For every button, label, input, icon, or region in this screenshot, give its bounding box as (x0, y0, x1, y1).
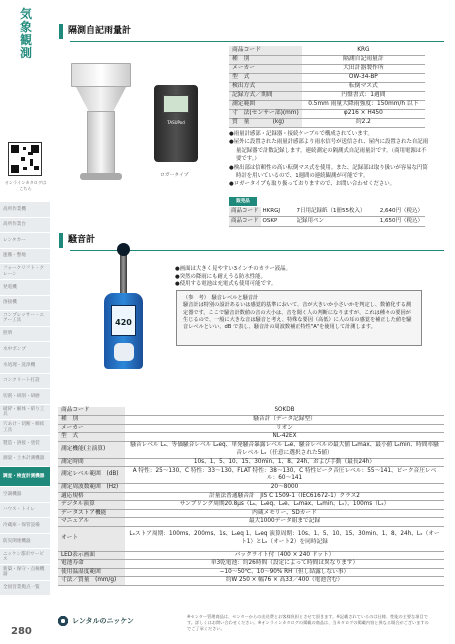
image-caption: ロガータイプ (160, 173, 189, 178)
nav-item[interactable]: 照明 (0, 327, 50, 343)
nav-item[interactable]: 高所作業台 (0, 218, 50, 234)
product-price: 2,640円（税込） (374, 207, 425, 217)
nav-item[interactable]: ハウス・トイレ (0, 503, 50, 519)
product-name: 記録用ペン (295, 217, 374, 227)
spec-value: φ216 × H450 (302, 109, 425, 118)
nav-item[interactable]: 水処理・洗浄機 (0, 358, 50, 374)
rain-gauge-spec-table (229, 46, 425, 128)
spec-label: 型 式 (58, 433, 125, 442)
spec-value: 単3乾電池：約26時間（設定によって時間は異なります） (125, 560, 444, 569)
spec-label: 型 式 (229, 73, 302, 82)
product-code-label: 商品コード (229, 207, 261, 217)
spec-value: バックライト付（400 × 240 ドット） (125, 551, 444, 560)
spec-value: 約2.2 (302, 118, 425, 127)
spec-value: SOKDB (125, 407, 444, 416)
bullet-text: ●ロガータイプも取り扱っておりますので、お問い合わせください。 (229, 181, 396, 188)
page-number: 280 (11, 626, 32, 637)
spec-value: 約W 250 × 幅76 × 高33／400（電池含む） (125, 577, 444, 586)
category-title: 気象観測 (19, 7, 32, 60)
spec-label: 電池寿命 (58, 560, 125, 569)
qr-code[interactable] (8, 142, 42, 176)
nav-item[interactable]: 穴あけ・切断・締結工具 (0, 420, 50, 436)
spec-label: 適応規格 (58, 492, 125, 501)
spec-label: デジタル演算 (58, 501, 125, 510)
nav-item-active[interactable]: 調査・検査計測機器 (0, 467, 50, 487)
section-title-rain-gauge: 隔測自記雨量計 (59, 24, 444, 39)
nav-item[interactable]: 水中ポンプ (0, 342, 50, 358)
spec-label: 測定レベル範囲 (dB) (58, 467, 125, 484)
spec-value: 20〜8000 (125, 484, 444, 493)
spec-value: OW-34-BP (302, 73, 425, 82)
nav-item[interactable]: コンプレッサー・エアー工具 (0, 311, 50, 327)
spec-label: 寸法／質量 (mm/g) (58, 577, 125, 586)
bullet-text: ●使用する電池は充電式も使用可能です。 (175, 281, 277, 288)
nav-item[interactable]: 製造・溶接・塗装 (0, 436, 50, 452)
nav-item[interactable]: 発電機 (0, 280, 50, 296)
spec-value: −10〜50℃、10〜90% RH（但し結露しない事） (125, 568, 444, 577)
nav-item[interactable]: ニッケン都市サービス (0, 549, 50, 565)
nav-item[interactable]: 溶接機 (0, 296, 50, 312)
sidebar (0, 0, 50, 644)
product-name: 7日用記録紙（1冊55枚入） (295, 207, 374, 217)
spec-value: 騒音レベル Lₐ、等価騒音レベル Lₐeq、単発騒音暴露レベル Lₐe、騒音レベルの最大値 Lₐmax、最小値 Lₐmin、時間率騒音レベル Lₓ（任意に選択された5値） (125, 441, 444, 458)
reference-text: 騒音計は特別の設計あるいは感覚的基準において、音が大きいか小さいかを判定し、数値化する測定器です。ここで騒音計数値の音の大小は、音を聞く人の判断になりますが、これは種々の要因が生じるので、一般に大きな音は騒音と考え、特殊な要因（高低）に人の耳の感覚を補正した値を騒音レベルといい、dB で表し、騒音計の周波数補正特性"A"を使用して計測します。 (183, 302, 412, 331)
nav-item[interactable]: 破砕・解体・斫り工具 (0, 405, 50, 421)
spec-label: 測定範囲 (229, 100, 302, 109)
spec-value: A 特性：25〜130、C 特性：33〜130、FLAT 特性：38〜130、C 特性ピーク音圧レベル：55〜141、ピーク音圧レベル：60〜141 (125, 467, 444, 484)
nav-item[interactable]: 高所作業機 (0, 202, 50, 218)
brand-icon (57, 615, 69, 627)
product-code: HKRGJ (261, 207, 295, 217)
spec-value: 10s、1、5、10、15、30min、1、8、24h、および手動（最長24h） (125, 458, 444, 467)
nav-item[interactable]: レンタカー (0, 233, 50, 249)
spec-value: NL-42EX (125, 433, 444, 442)
spec-value: 騒音計（データ記録型） (125, 416, 444, 425)
bullet-text: ●画面は大きく見やすい3インチのカラー液晶。 (175, 266, 291, 272)
spec-value: KRG (302, 46, 425, 55)
nav-item[interactable]: 運搬・整地 (0, 249, 50, 265)
reference-label: （参 考） 騒音レベルと騒音計 (183, 295, 259, 301)
brand-logo[interactable] (57, 613, 137, 629)
spec-label: 測定周波数範囲 (Hz) (58, 484, 125, 493)
category-navigation (0, 202, 50, 596)
spec-value: 転倒マス式 (302, 82, 425, 91)
nav-item[interactable]: 測量・土木計測機器 (0, 452, 50, 468)
qr-caption: オンラインカタログはこちら (4, 180, 47, 191)
spec-value: 0.5mm 雨量大降雨強度：150mm/h 以下 (302, 100, 425, 109)
bullet-text: ●検出部は信頼性の高い転倒マス式を使用。また、記録部は取り扱いが容易な円筒時計を用いているので、1週間の連続観測が可能です。 (229, 164, 428, 180)
nav-item[interactable]: 新築・保守・点検機器 (0, 565, 50, 581)
spec-value: 大田計器製作所 (302, 64, 425, 73)
spec-label: 測定時間 (58, 458, 125, 467)
nav-item[interactable]: 切削・研削・研磨 (0, 389, 50, 405)
spec-label: 使用温湿度範囲 (58, 568, 125, 577)
spec-label: 商品コード (58, 407, 125, 416)
spec-label: データストア機能 (58, 509, 125, 518)
spec-label: 質 量 (kg) (229, 118, 302, 127)
nav-item[interactable]: 冷蔵庫・保管設備 (0, 518, 50, 534)
meter-display-value: 420 (111, 305, 136, 336)
spec-label: メーカー (58, 424, 125, 433)
bullet-text: ●屋外に設置された雨量計感部より雨水信号が送信され、屋内に設置された自記雨量記録器で計数記録します。連続測定の隔測式自記雨量計です。（商用電源は不要です。） (229, 139, 429, 163)
nav-item[interactable]: 空調機器 (0, 487, 50, 503)
nav-item[interactable]: 全国営業拠点一覧 (0, 581, 50, 597)
rain-gauge-image (66, 63, 136, 181)
spec-label: 測定機能(主演算) (58, 441, 125, 458)
section-title-sound-meter: 騒音計 (59, 233, 444, 248)
spec-label: 寸 法(センサー部)(mm) (229, 109, 302, 118)
rain-gauge-bullets (229, 130, 429, 189)
product-price: 1,650円（税込） (374, 217, 425, 227)
sale-label: 販売品 (229, 197, 257, 206)
spec-label: メーカー (229, 64, 302, 73)
sound-meter-image (96, 248, 151, 370)
spec-label: 種 別 (229, 55, 302, 64)
nav-item[interactable]: 防災関連機器 (0, 534, 50, 550)
spec-value: 内蔵メモリー、SDカード (125, 509, 444, 518)
spec-label: オート (58, 526, 125, 551)
product-code: OSKP (261, 217, 295, 227)
spec-label: マニュアル (58, 518, 125, 527)
footer-note: ※センター管理商品は、センターからの出送费とお客様負担とさせて頂きます。※記載されているのは仕様、性能の主要な項目です。詳しくはお問い合わせください。※オンラインカタログの掲載の商品は、当カタログの掲載内容と異なる場合がございますのでご了承ください。 (187, 614, 429, 631)
product-code-label: 商品コード (229, 217, 261, 227)
spec-value: Lₓストア周期：100ms、200ms、1s、Lₐeq 1、Lₐeq 演算周期：10s、1、5、10、15、30min、1、8、24h、Lₓ（オート1）とLₓ（オート2）を同時記録 (125, 526, 444, 551)
spec-value: リオン (125, 424, 444, 433)
spec-value: 円盤書式：1週間 (302, 91, 425, 100)
brand-text: レンタルのニッケン (72, 616, 134, 625)
bullet-text: ●突然の降雨にも耐えうる防水性能。 (175, 273, 266, 280)
sound-meter-bullets (175, 266, 421, 289)
nav-item[interactable]: フォークリフト・クレーン (0, 264, 50, 280)
spec-value: サンプリング周期20.8μs（Lₐ、Lₐeq、Lₐe、Lₐmax、Lₐmin、Lₓ）、100ms（Lₓ） (125, 501, 444, 510)
reference-box (176, 290, 422, 346)
spec-label: 記録方式／期間 (229, 91, 302, 100)
spec-value: 隔測自記雨量計 (302, 55, 425, 64)
spec-label: LED表示画面 (58, 551, 125, 560)
nav-item[interactable]: コンクリート打設 (0, 374, 50, 390)
spec-label: 商品コード (229, 46, 302, 55)
sound-meter-spec-table (58, 407, 444, 586)
sale-items-table (229, 207, 425, 227)
spec-label: 検出方式 (229, 82, 302, 91)
logger-image: TASUPod (154, 85, 198, 162)
spec-label: 種 別 (58, 416, 125, 425)
spec-value: 計量法普通騒音計 JIS C 1509-1（IEC61672-1）クラス2 (125, 492, 444, 501)
spec-value: 最大1000データ組まで記録 (125, 518, 444, 527)
bullet-text: ●雨量計感部・記録器・接続ケーブルで構成されています。 (229, 131, 373, 137)
